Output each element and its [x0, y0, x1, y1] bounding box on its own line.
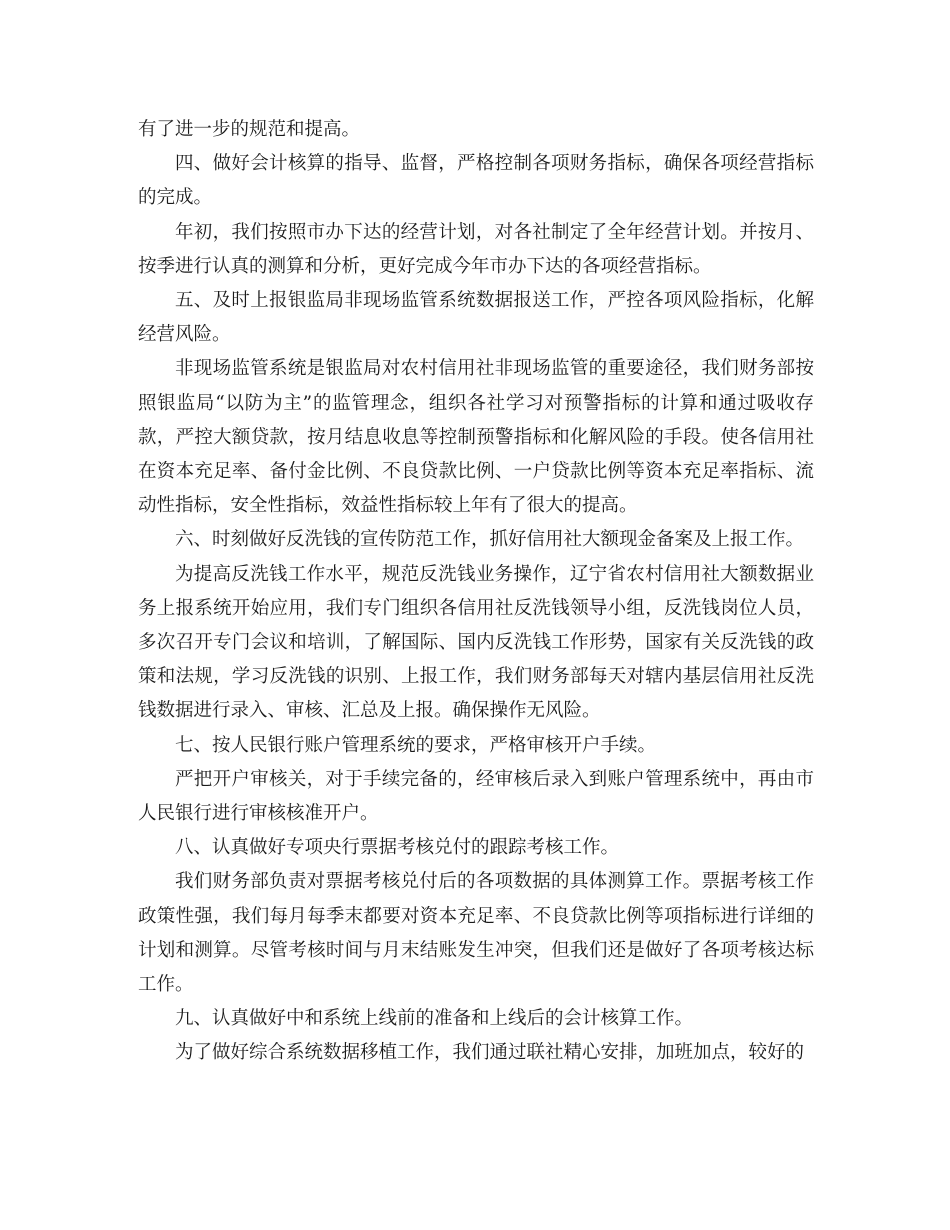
section-heading-6: 六、时刻做好反洗钱的宣传防范工作，抓好信用社大额现金备案及上报工作。 — [175, 529, 805, 551]
section-heading-9: 九、认真做好中和系统上线前的准备和上线后的会计核算工作。 — [175, 1008, 694, 1030]
section-heading-4: 四、做好会计核算的指导、监督，严格控制各项财务指标，确保各项经营指标的完成。 — [138, 153, 814, 209]
paragraph-body: 为了做好综合系统数据移植工作，我们通过联社精心安排，加班加点，较好的 — [175, 1042, 805, 1064]
paragraph-body: 严把开户审核关，对于手续完备的，经审核后录入到账户管理系统中，再由市人民银行进行审核核准开户。 — [138, 768, 814, 825]
paragraph-body: 年初，我们按照市办下达的经营计划，对各社制定了全年经营计划。并按月、按季进行认真的测算和分析，更好完成今年市办下达的各项经营指标。 — [138, 221, 814, 277]
section-heading-7: 七、按人民银行账户管理系统的要求，严格审核开户手续。 — [175, 734, 657, 756]
paragraph-body: 我们财务部负责对票据考核兑付后的各项数据的具体测算工作。票据考核工作政策性强，我们每月每季末都要对资本充足率、不良贷款比例等项指标进行详细的计划和测算。尽管考核时间与月末结账发生冲突，但我们还是做好了各项考核达标工作。 — [138, 871, 814, 996]
paragraph-continuation: 有了进一步的规范和提高。 — [138, 119, 361, 140]
document-body — [138, 113, 814, 1071]
section-heading-5: 五、及时上报银监局非现场监管系统数据报送工作，严控各项风险指标，化解经营风险。 — [138, 290, 814, 346]
section-heading-8: 八、认真做好专项央行票据考核兑付的跟踪考核工作。 — [175, 837, 620, 859]
paragraph-body: 为提高反洗钱工作水平，规范反洗钱业务操作，辽宁省农村信用社大额数据业务上报系统开始应用，我们专门组织各信用社反洗钱领导小组，反洗钱岗位人员，多次召开专门会议和培训，了解国际、国内反洗钱工作形势，国家有关反洗钱的政策和法规，学习反洗钱的识别、上报工作，我们财务部每天对辖内基层信用社反洗钱数据进行录入、审核、汇总及上报。确保操作无风险。 — [138, 563, 814, 722]
paragraph-body: 非现场监管系统是银监局对农村信用社非现场监管的重要途径，我们财务部按照银监局“以防为主”的监管理念，组织各社学习对预警指标的计算和通过吸收存款，严控大额贷款，按月结息收息等控制预警指标和化解风险的手段。使各信用社在资本充足率、备付金比例、不良贷款比例、一户贷款比例等资本充足率指标、流动性指标，安全性指标，效益性指标较上年有了很大的提高。 — [138, 358, 814, 517]
